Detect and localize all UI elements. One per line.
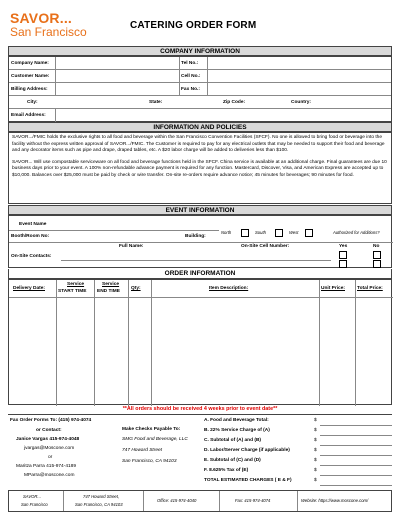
event-name-label: Event Name xyxy=(19,222,47,227)
billing-address-label: Billing Address: xyxy=(11,87,48,92)
country-label: Country: xyxy=(291,100,311,105)
bottom-savor: SAVOR... xyxy=(23,494,41,499)
payee-city: San Francisco, CA 94103 xyxy=(122,459,177,464)
company-row-5 xyxy=(9,109,391,122)
payee-name: SMG Food and Beverage, LLC xyxy=(122,437,188,442)
company-name-label: Company Name: xyxy=(11,61,49,66)
column-divider xyxy=(56,280,57,406)
west-label: West xyxy=(289,230,299,235)
zip-label: Zip Code: xyxy=(223,100,246,105)
policy-paragraph-1: SAVOR.../FMIC holds the exclusive rights to all food and beverage within the San Francisco Convention Facilities (SFCF). No one is allowed to bring food or beverage into the facility without the express written approval of SAVOR.../FMIC. The Customer is required to pay for any electrical outlets that may be needed to support their food and beverage and any decorator items such as pipe and drape, draped tables, etc. A $20 labor charge will be added to deliveries less than $100. xyxy=(12,135,385,154)
payee-street: 747 Howard Street xyxy=(122,448,162,453)
north-checkbox[interactable] xyxy=(241,229,249,237)
yes-label: Yes xyxy=(339,244,348,249)
delivery-date-header: Delivery Date: xyxy=(13,286,45,291)
no-checkbox-1[interactable] xyxy=(373,251,381,259)
amount-line-b xyxy=(320,435,392,436)
divider xyxy=(61,260,331,261)
maritza-contact: Maritza Parra 415-974-4189 xyxy=(16,464,76,469)
divider xyxy=(9,242,393,243)
amount-line-total xyxy=(320,485,392,486)
column-divider xyxy=(94,280,95,406)
total-c-label: C. Subtotal of (A) and (B) xyxy=(204,438,262,443)
fax-label: Fax No.: xyxy=(181,87,200,92)
company-row-4 xyxy=(9,96,391,109)
yes-checkbox-2[interactable] xyxy=(339,260,347,268)
no-checkbox-2[interactable] xyxy=(373,260,381,268)
west-checkbox[interactable] xyxy=(305,229,313,237)
total-a-label: A. Food and Beverage Total: xyxy=(204,418,269,423)
total-e-label: E. Subtotal of (C) and (D) xyxy=(204,458,261,463)
amount-line-d xyxy=(320,455,392,456)
order-info-heading: ORDER INFORMATION xyxy=(8,269,392,279)
company-row-3 xyxy=(9,83,391,96)
order-header-divider xyxy=(9,297,393,298)
email-label: Email Address: xyxy=(11,113,46,118)
north-label: North xyxy=(221,230,232,235)
currency-e: $ xyxy=(314,458,317,463)
bottom-bar xyxy=(8,490,392,512)
onsite-cell-label: On-Site Cell Number: xyxy=(241,244,290,249)
qty-header: Qty: xyxy=(131,286,141,291)
south-label: South xyxy=(255,230,266,235)
column-divider xyxy=(319,280,320,406)
column-divider xyxy=(355,280,356,406)
divider xyxy=(55,57,56,96)
savor-logo-text: SAVOR... xyxy=(10,10,73,26)
divider xyxy=(63,491,64,511)
onsite-contacts-label: On-Site Contacts: xyxy=(11,254,52,259)
total-price-header: Total Price: xyxy=(357,286,383,291)
divider xyxy=(297,491,298,511)
booth-room-label: Booth/Room No: xyxy=(11,234,50,239)
bottom-website: Website: https://www.moscone.com/ xyxy=(301,498,369,503)
or-contact-text: or Contact: xyxy=(36,428,62,433)
janice-email: jvargas@Moscone.com xyxy=(24,446,75,451)
savor-logo-subtext: San Francisco xyxy=(10,25,87,39)
fax-orders-text: Fax Order Forms To: (415) 974-4074 xyxy=(10,418,92,423)
divider xyxy=(143,491,144,511)
currency-f: $ xyxy=(314,468,317,473)
currency-a: $ xyxy=(314,418,317,423)
full-name-label: Full Name: xyxy=(119,244,144,249)
bottom-city: San Francisco, CA 94103 xyxy=(75,502,123,507)
south-checkbox[interactable] xyxy=(275,229,283,237)
footer-section xyxy=(8,414,392,488)
divider xyxy=(179,57,180,96)
service-end-header-1: Service xyxy=(102,282,120,287)
authorized-label: Authorized for Additions? xyxy=(333,230,380,235)
company-info-heading: COMPANY INFORMATION xyxy=(8,46,392,56)
maritza-email: MParra@moscone.com xyxy=(24,473,75,478)
currency-d: $ xyxy=(314,448,317,453)
or-text: or xyxy=(48,455,53,460)
service-start-header-1: Service xyxy=(67,282,85,287)
state-label: State: xyxy=(149,100,163,105)
policies-box xyxy=(8,132,392,204)
policies-heading: INFORMATION AND POLICIES xyxy=(8,122,392,132)
policy-paragraph-2: SAVOR... Will use compostable serviceware on all food and beverage functions held in the SFCF. China service is available at an additional charge. Final guarantees are due 10 business days prior to your event. A 100% non-refundable advance payment is required for any function. Mastercard, Discover, Visa, and American Express are accepted up to $10,000. Balances over $25,000 must be paid by check or wire transfer. On-site re-orders require advance notice; 45 minutes for beverages; 90 minutes for food. xyxy=(12,159,387,178)
service-end-header-2: END TIME xyxy=(97,289,120,294)
amount-line-c xyxy=(320,445,392,446)
bottom-office: Office: 415-974-4040 xyxy=(157,498,197,503)
amount-line-e xyxy=(320,465,392,466)
currency-total: $ xyxy=(314,478,317,483)
divider xyxy=(219,491,220,511)
service-start-header-2: START TIME xyxy=(58,289,87,294)
order-table xyxy=(8,279,392,405)
unit-price-header: Unit Price: xyxy=(321,286,345,291)
janice-contact: Janice Vargas 415-974-4048 xyxy=(16,437,80,442)
divider xyxy=(9,230,219,231)
no-label: No xyxy=(373,244,380,249)
cell-label: Cell No.: xyxy=(181,74,201,79)
yes-checkbox-1[interactable] xyxy=(339,251,347,259)
event-info-grid xyxy=(8,215,392,268)
building-label: Building: xyxy=(185,234,206,239)
company-row-2 xyxy=(9,70,391,83)
total-f-label: F. 8.625% Tax of (E) xyxy=(204,468,249,473)
column-divider xyxy=(151,280,152,406)
total-estimated-label: TOTAL ESTIMATED CHARGES ( E & F) xyxy=(204,478,292,483)
total-d-label: D. Labor/Server Charge (if applicable) xyxy=(204,448,290,453)
city-label: City: xyxy=(27,100,38,105)
bottom-fax: Fax: 415-974-4074 xyxy=(235,498,271,503)
event-info-heading: EVENT INFORMATION xyxy=(8,205,392,215)
currency-c: $ xyxy=(314,438,317,443)
company-info-grid xyxy=(8,56,392,122)
column-divider xyxy=(128,280,129,406)
checks-payable-label: Make Checks Payable To: xyxy=(122,427,181,432)
amount-line-a xyxy=(320,425,392,426)
item-description-header: Item Description: xyxy=(209,286,249,291)
page-title: CATERING ORDER FORM xyxy=(130,20,257,31)
divider xyxy=(207,57,208,96)
total-b-label: B. 22% Service Charge of (A) xyxy=(204,428,270,433)
order-deadline-warning: **All orders should be received 4 weeks prior to event date** xyxy=(122,406,278,412)
divider xyxy=(55,109,56,122)
tel-label: Tel No.: xyxy=(181,61,199,66)
bottom-sf: San Francisco xyxy=(21,502,48,507)
customer-name-label: Customer Name: xyxy=(11,74,50,79)
bottom-street: 747 Howard Street, xyxy=(83,494,120,499)
currency-b: $ xyxy=(314,428,317,433)
company-row-1 xyxy=(9,57,391,70)
amount-line-f xyxy=(320,475,392,476)
